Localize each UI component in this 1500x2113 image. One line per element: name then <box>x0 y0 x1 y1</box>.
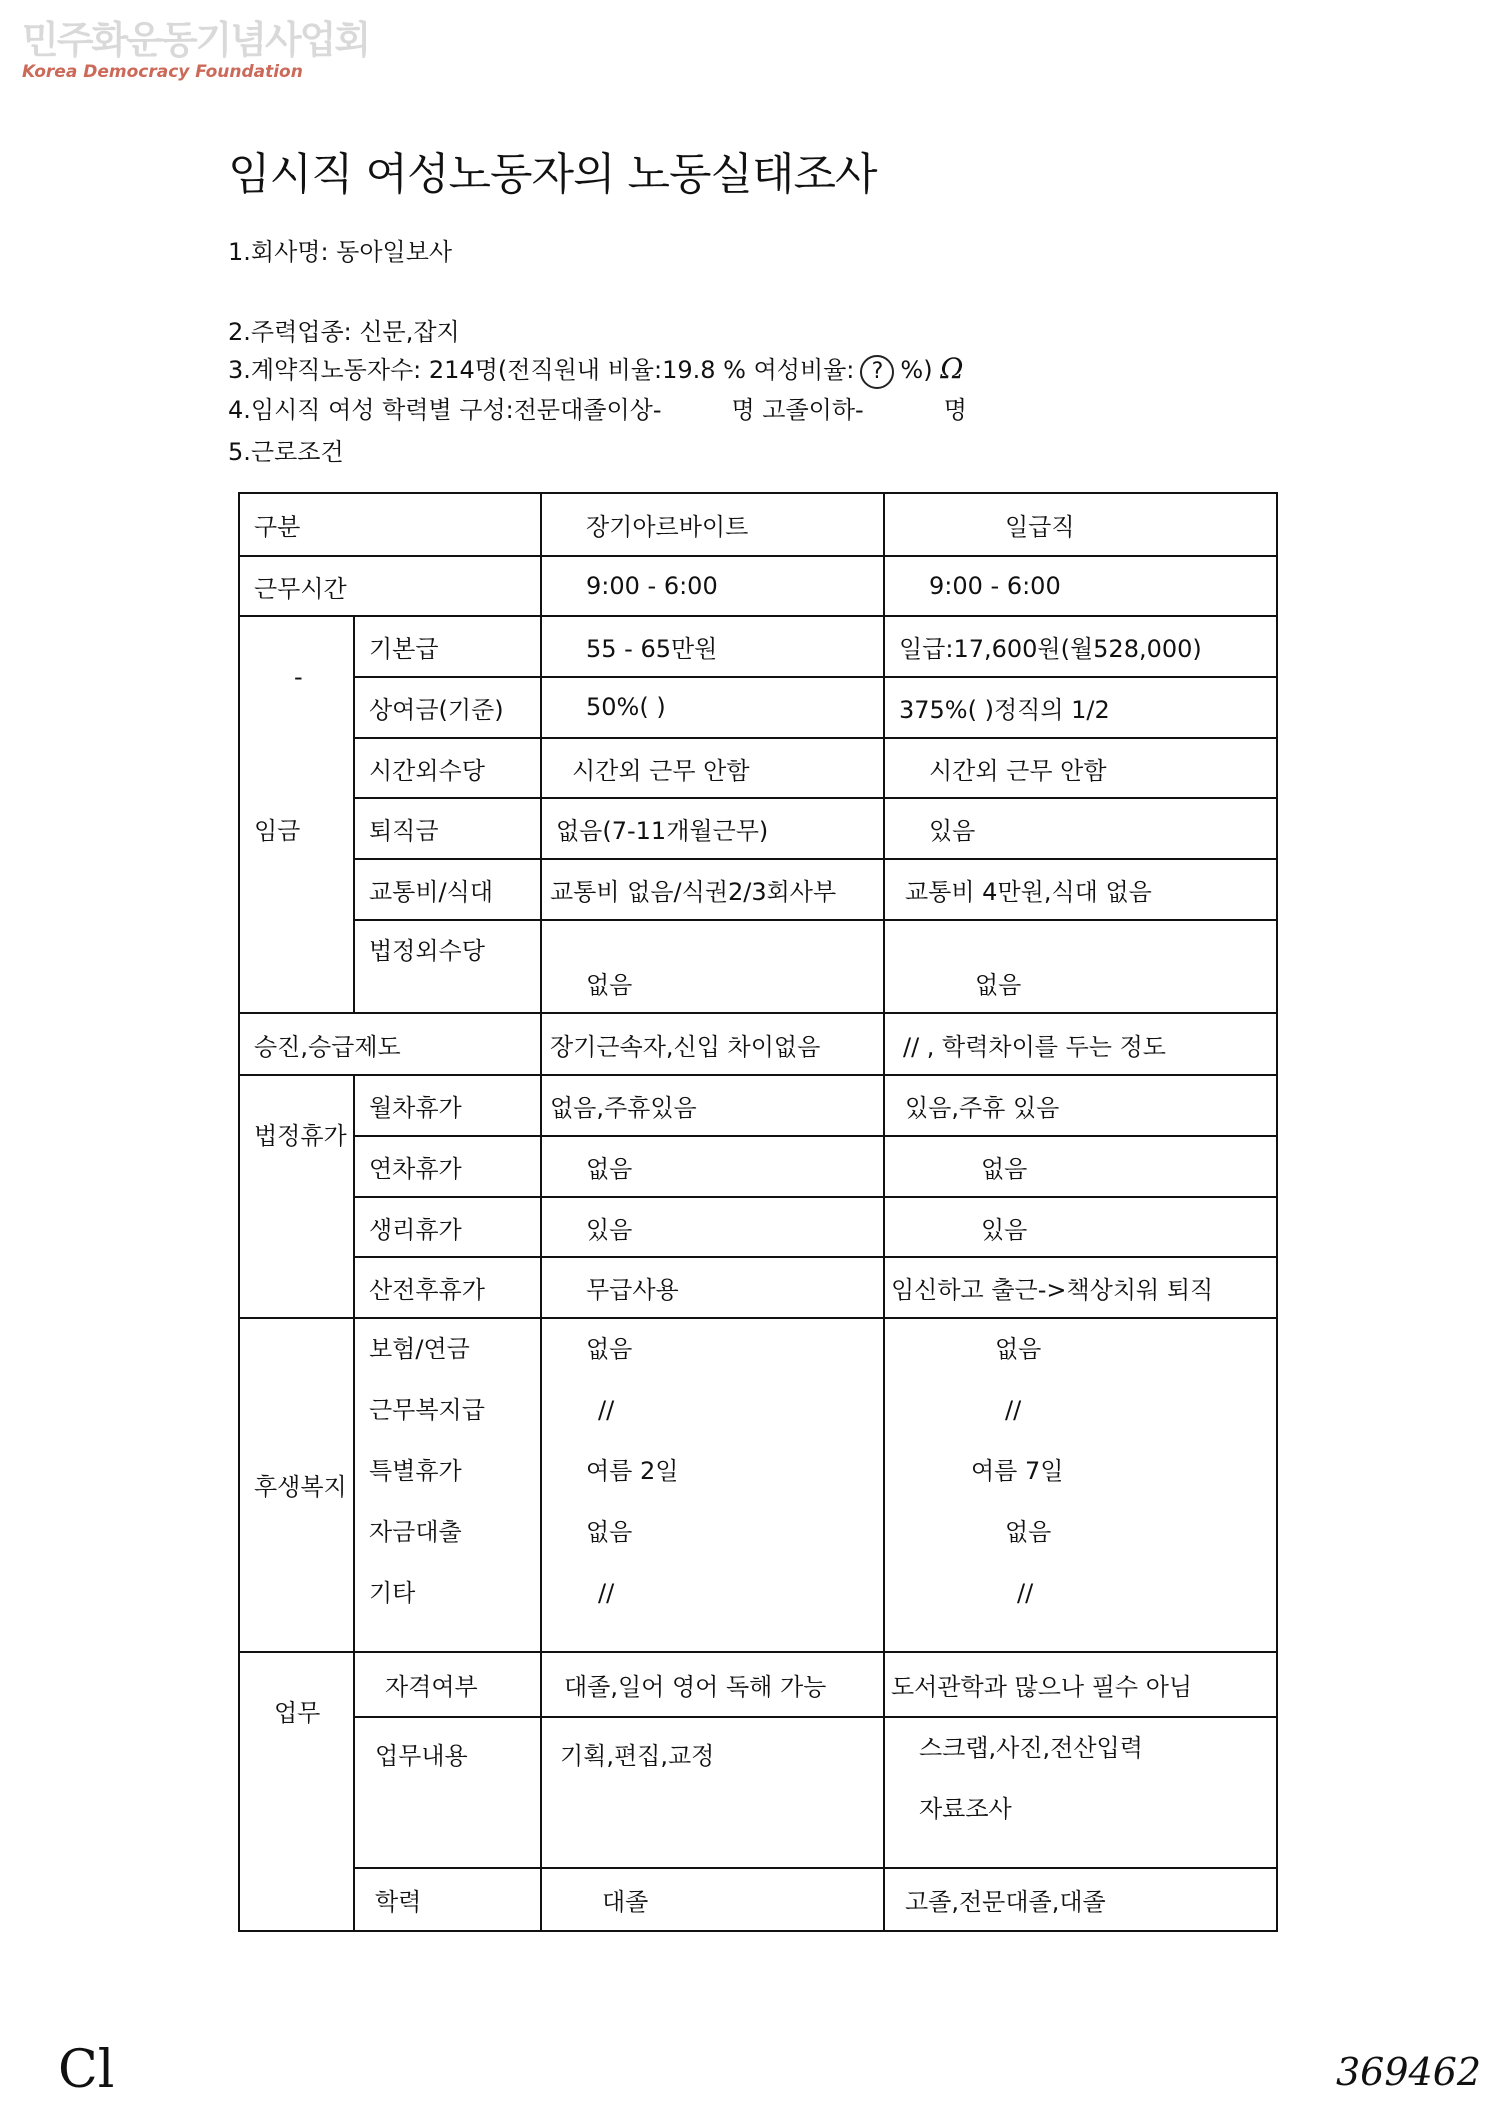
cell-value: 없음 <box>884 1136 1277 1197</box>
cell-value: // <box>1005 1396 1022 1425</box>
row-label: 보험/연금 <box>369 1335 470 1364</box>
welfare-daily <box>884 1318 1277 1652</box>
cell-value: 50%( ) <box>541 677 884 738</box>
row-label: 근무시간 <box>239 556 541 617</box>
row-label: 자금대출 <box>369 1518 462 1547</box>
cell-value: 없음 <box>541 1136 884 1197</box>
table-header-row <box>239 493 1277 556</box>
row-label: 학력 <box>354 1868 541 1931</box>
table-row <box>239 1075 1277 1136</box>
footer-document-number: 369462 <box>1336 2050 1482 2094</box>
contract-suffix: %) <box>900 356 933 384</box>
cell-value: 대졸,일어 영어 독해 가능 <box>541 1652 884 1717</box>
cell-value: 없음 <box>995 1335 1042 1364</box>
cell-value: 임신하고 출근->책상치워 퇴직 <box>884 1257 1277 1318</box>
table-row <box>239 1868 1277 1931</box>
row-label: 교통비/식대 <box>354 859 541 920</box>
cell-value: 9:00 - 6:00 <box>884 556 1277 617</box>
conditions-table <box>238 492 1278 1932</box>
cell-value: // <box>598 1579 615 1608</box>
table-row <box>239 1717 1277 1869</box>
table-row <box>239 1013 1277 1076</box>
group-label: 임금 <box>254 817 301 846</box>
table-row <box>239 1197 1277 1258</box>
cell-value: 없음 <box>586 1518 633 1547</box>
education-b: 명 고졸이하- <box>731 396 864 424</box>
table-row <box>239 616 1277 677</box>
row-label: 법정외수당 <box>354 920 541 1013</box>
watermark-english: Korea Democracy Foundation <box>22 62 303 82</box>
cell-value: // , 학력차이를 두는 정도 <box>884 1013 1277 1076</box>
table-row <box>239 798 1277 859</box>
item-contract-workers <box>228 350 963 389</box>
table-row <box>239 556 1277 617</box>
cell-value: 있음,주휴 있음 <box>884 1075 1277 1136</box>
header-long-term: 장기아르바이트 <box>541 493 884 556</box>
header-daily: 일급직 <box>884 493 1277 556</box>
row-label: 근무복지급 <box>369 1396 485 1425</box>
cell-value: 없음 <box>1005 1518 1052 1547</box>
group-dash: - <box>294 663 303 692</box>
cell-value: 도서관학과 많으나 필수 아님 <box>884 1652 1277 1717</box>
cell-value: 없음,주휴있음 <box>541 1075 884 1136</box>
item-industry: 2.주력업종: 신문,잡지 <box>228 318 460 346</box>
cell-value: 스크랩,사진,전산입력 <box>919 1733 1143 1762</box>
cell-value: 무급사용 <box>541 1257 884 1318</box>
table-row <box>239 738 1277 799</box>
handwritten-scribble: Ω <box>940 352 964 385</box>
table-row <box>239 1136 1277 1197</box>
row-label: 특별휴가 <box>369 1457 462 1486</box>
cell-value: 없음(7-11개월근무) <box>541 798 884 859</box>
document-title: 임시직 여성노동자의 노동실태조사 <box>228 149 877 200</box>
cell-value: 375%( )정직의 1/2 <box>884 677 1277 738</box>
row-label: 산전후휴가 <box>354 1257 541 1318</box>
education-c: 명 <box>943 396 967 424</box>
cell-value: 없음 <box>541 920 884 1013</box>
cell-value: 없음 <box>586 1335 633 1364</box>
welfare-long-term <box>541 1318 884 1652</box>
row-label: 월차휴가 <box>354 1075 541 1136</box>
row-label: 기본급 <box>354 616 541 677</box>
contract-prefix: 3.계약직노동자수: 214명(전직원내 비율:19.8 % 여성비율: <box>228 356 855 384</box>
cell-value: 시간외 근무 안함 <box>884 738 1277 799</box>
cell-value: 있음 <box>541 1197 884 1258</box>
cell-value: // <box>1017 1579 1034 1608</box>
education-a: 4.임시직 여성 학력별 구성:전문대졸이상- <box>228 396 662 424</box>
cell-value: 있음 <box>884 1197 1277 1258</box>
watermark-logo <box>22 18 369 82</box>
item-education-composition <box>228 390 967 425</box>
item-conditions: 5.근로조건 <box>228 438 344 466</box>
header-category: 구분 <box>239 493 541 556</box>
row-label: 퇴직금 <box>354 798 541 859</box>
cell-value: 여름 2일 <box>586 1457 679 1486</box>
cell-value: 여름 7일 <box>971 1457 1064 1486</box>
cell-value: 있음 <box>884 798 1277 859</box>
row-label: 기타 <box>369 1579 416 1608</box>
cell-value: 일급:17,600원(월528,000) <box>884 616 1277 677</box>
row-label: 업무내용 <box>354 1717 541 1869</box>
row-label: 승진,승급제도 <box>239 1013 541 1076</box>
cell-value: 자료조사 <box>919 1794 1012 1823</box>
welfare-labels <box>354 1318 541 1652</box>
cell-value: 기획,편집,교정 <box>541 1717 884 1869</box>
cell-value: 교통비 4만원,식대 없음 <box>884 859 1277 920</box>
table-row <box>239 1318 1277 1652</box>
row-label: 연차휴가 <box>354 1136 541 1197</box>
footer-left-mark: Cl <box>58 2040 115 2100</box>
cell-value: 시간외 근무 안함 <box>541 738 884 799</box>
cell-value: 55 - 65만원 <box>541 616 884 677</box>
question-mark-circle: ? <box>860 355 894 389</box>
watermark-korean: 민주화운동기념사업회 <box>22 18 370 62</box>
cell-value: // <box>598 1396 615 1425</box>
row-label: 상여금(기준) <box>354 677 541 738</box>
row-label: 자격여부 <box>354 1652 541 1717</box>
item-company: 1.회사명: 동아일보사 <box>228 238 453 266</box>
table-row <box>239 859 1277 920</box>
cell-value: 장기근속자,신입 차이없음 <box>541 1013 884 1076</box>
cell-value-stack <box>884 1717 1277 1869</box>
cell-value: 고졸,전문대졸,대졸 <box>884 1868 1277 1931</box>
table-row <box>239 1652 1277 1717</box>
cell-value: 교통비 없음/식권2/3회사부 <box>541 859 884 920</box>
group-welfare: 후생복지 <box>239 1318 354 1652</box>
group-work: 업무 <box>239 1652 354 1931</box>
table-row <box>239 1257 1277 1318</box>
cell-value: 9:00 - 6:00 <box>541 556 884 617</box>
row-label: 생리휴가 <box>354 1197 541 1258</box>
cell-value: 없음 <box>884 920 1277 1013</box>
table-row <box>239 920 1277 1013</box>
table-row <box>239 677 1277 738</box>
cell-value: 대졸 <box>541 1868 884 1931</box>
group-wage <box>239 616 354 1012</box>
group-leave: 법정휴가 <box>239 1075 354 1318</box>
row-label: 시간외수당 <box>354 738 541 799</box>
